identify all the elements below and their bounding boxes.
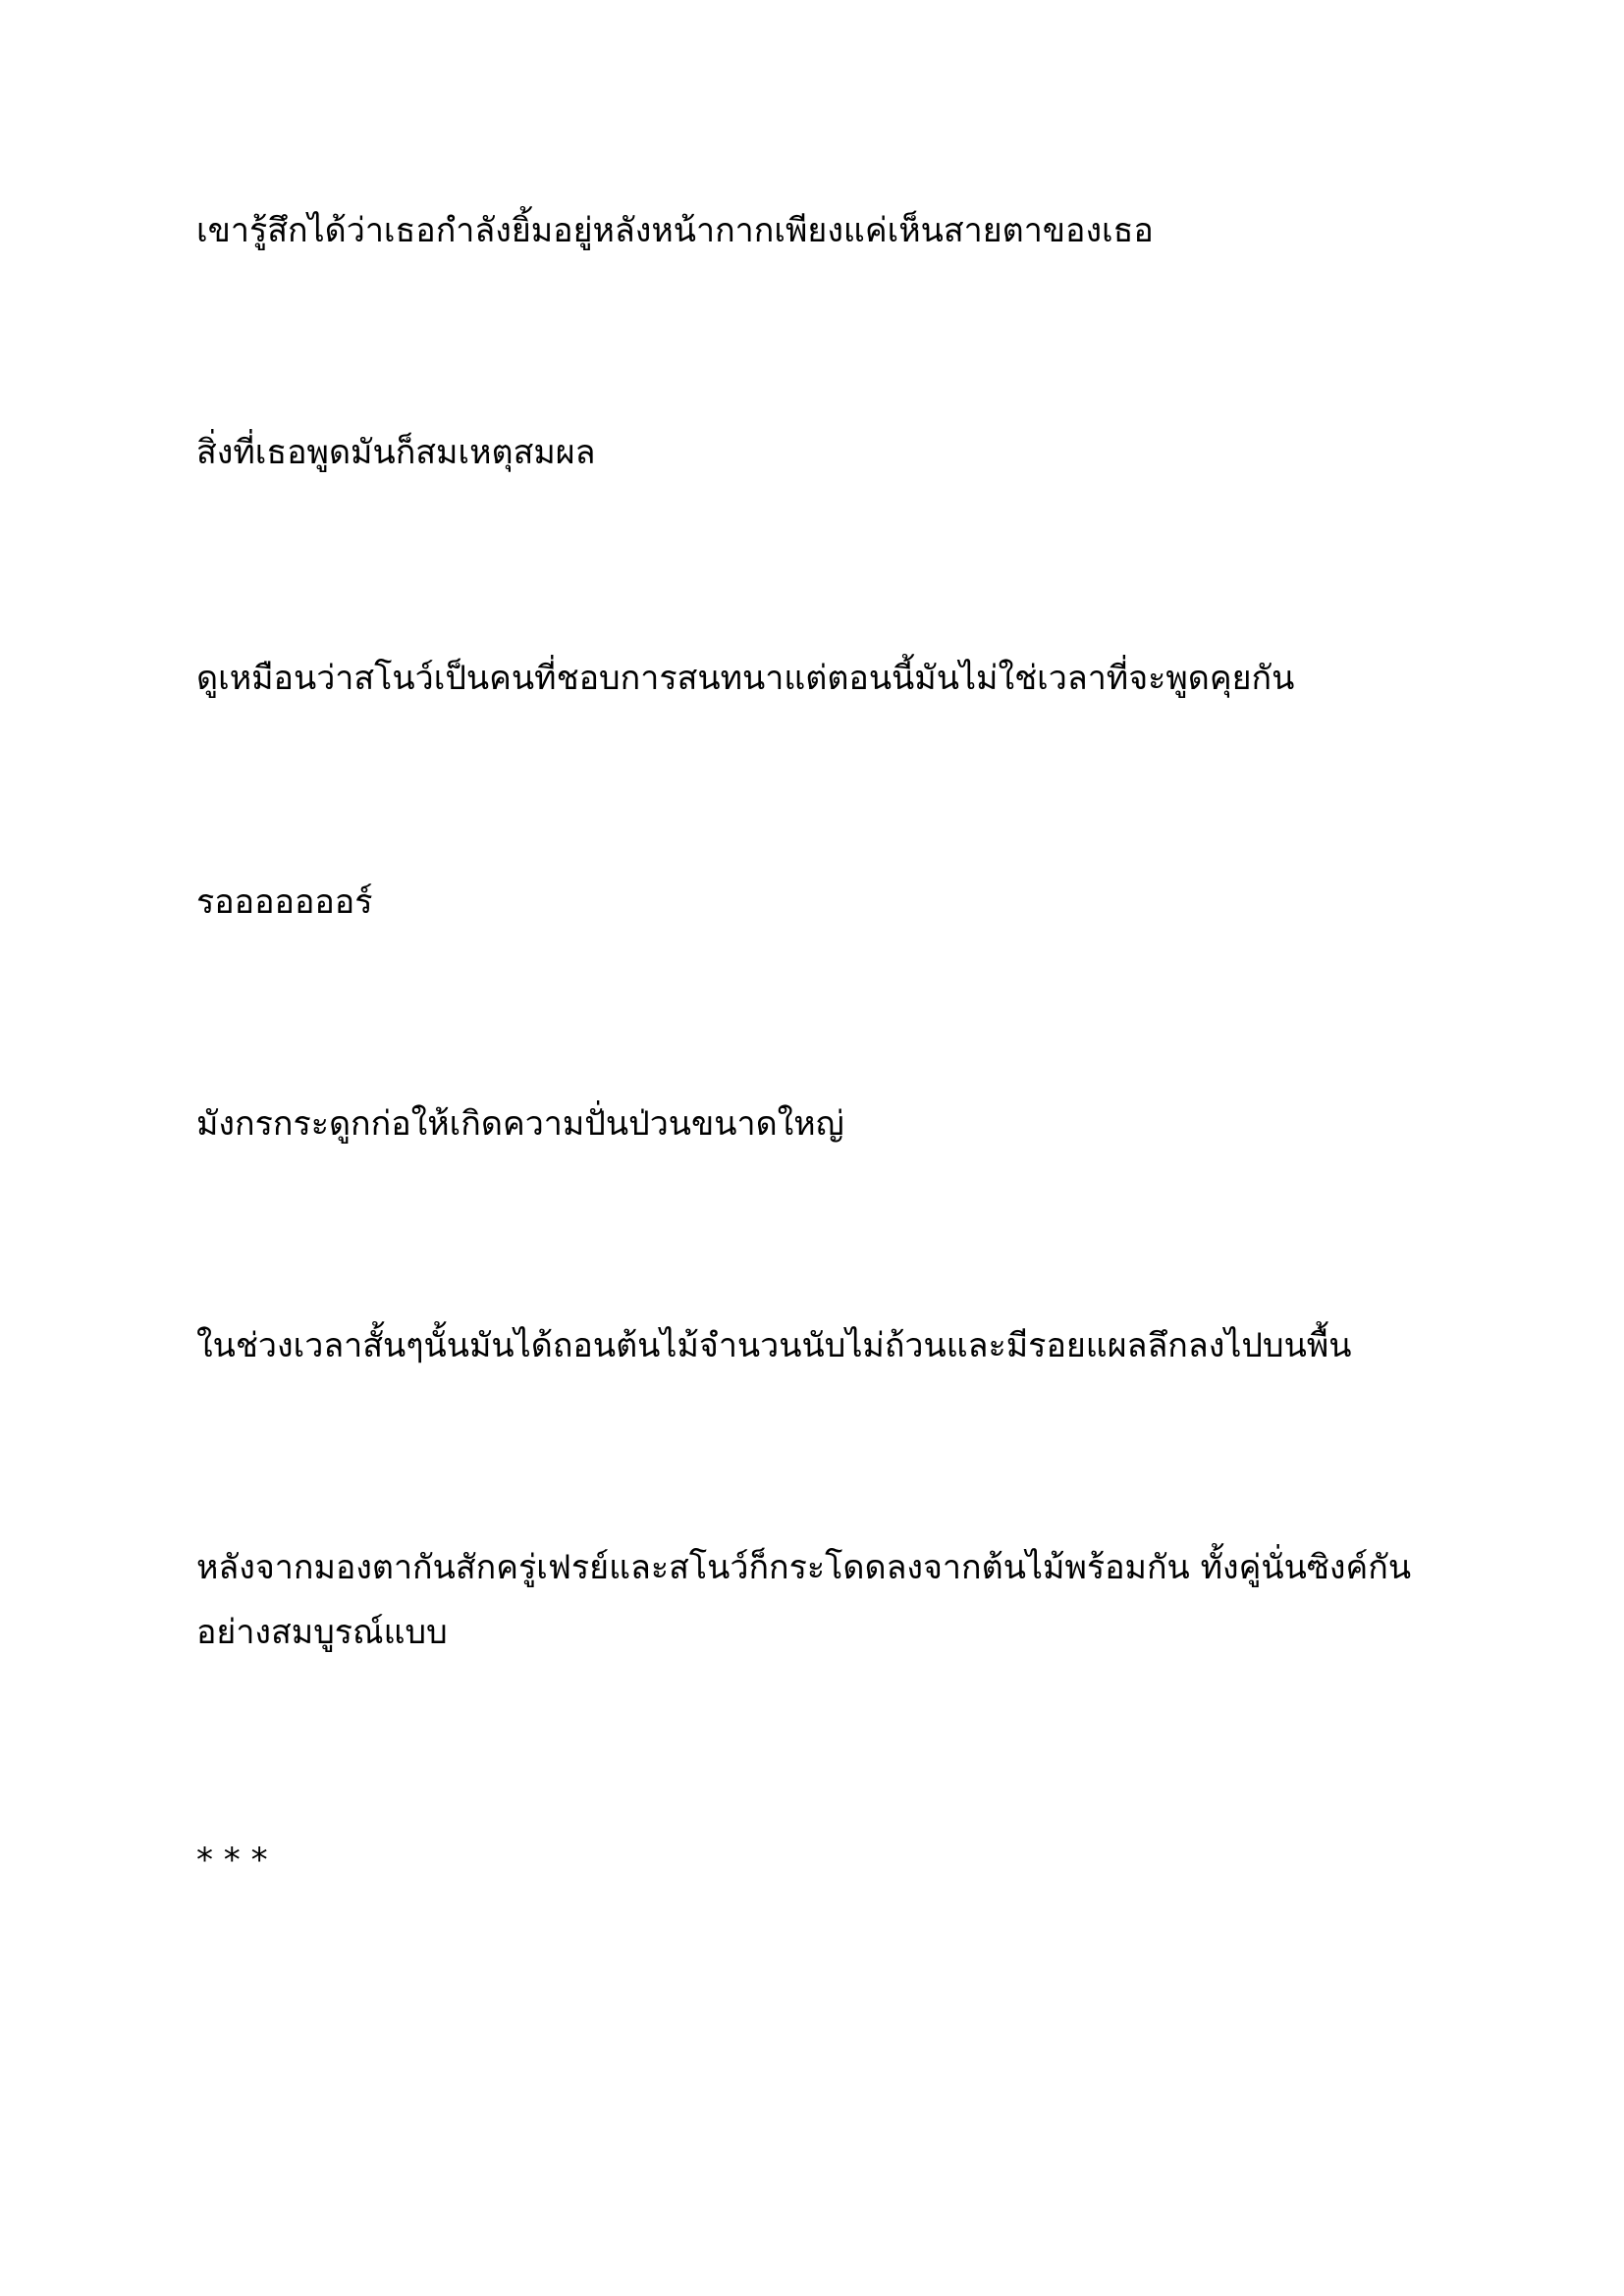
paragraph-4: รอออออออร์ [196,882,373,922]
paragraph-2: สิ่งที่เธอพูดมันก็สมเหตุสมผล [196,433,596,472]
paragraph-7: หลังจากมองตากันสักครู่เฟรย์และสโนว์ก็กระโดดลงจากต้นไม้พร้อมกัน ทั้งคู่นั่นซิงค์กันอย่างสมบูรณ์แบบ [196,1548,1412,1652]
paragraph-6: ในช่วงเวลาสั้นๆนั้นมันได้ถอนต้นไม้จำนวนนับไม่ถ้วนและมีรอยแผลลึกลงไปบนพื้น [196,1326,1352,1365]
paragraph-5: มังกรกระดูกก่อให้เกิดความปั่นป่วนขนาดใหญ่ [196,1104,844,1144]
paragraph-1: เขารู้สึกได้ว่าเธอกำลังยิ้มอยู่หลังหน้ากากเพียงแค่เห็นสายตาของเธอ [196,211,1154,250]
scene-break: * * * [196,1841,268,1880]
paragraph-3: ดูเหมือนว่าสโนว์เป็นคนที่ชอบการสนทนาแต่ตอนนี้มันไม่ใช่เวลาที่จะพูดคุยกัน [196,659,1295,698]
